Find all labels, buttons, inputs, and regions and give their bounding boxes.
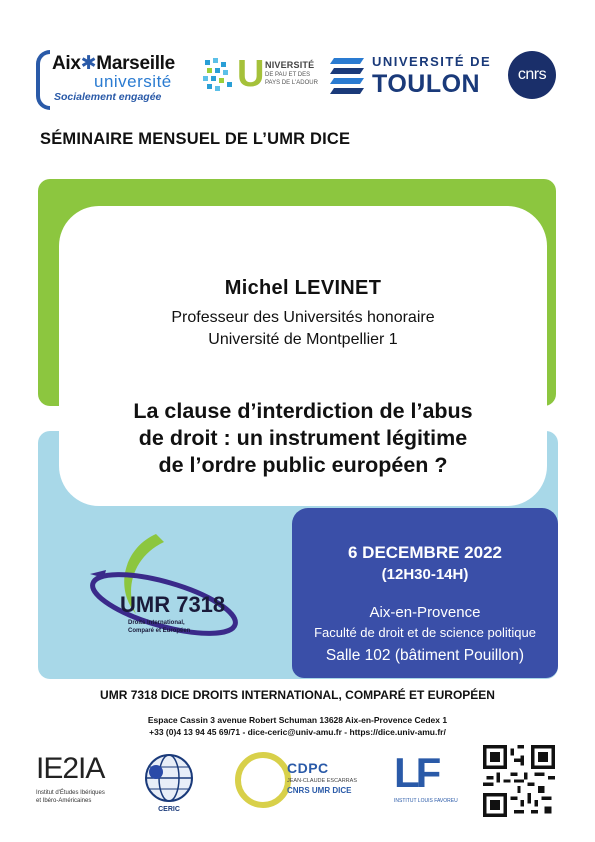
globe-icon	[140, 752, 198, 804]
cnrs-logo: cnrs	[508, 51, 556, 99]
cdpc-line2: CNRS UMR DICE	[287, 786, 352, 795]
uppa-line3: PAYS DE L'ADOUR	[265, 80, 318, 86]
amu-bracket-shape	[36, 50, 50, 110]
cdpc-title: CDPC	[287, 760, 329, 776]
ceric-logo	[140, 752, 198, 814]
talk-title-line1: La clause d’interdiction de l’abus	[133, 399, 473, 423]
speaker-role: Professeur des Universités honoraire	[171, 309, 435, 326]
footer-contact: +33 (0)4 13 94 45 69/71 - dice-ceric@univ-amu.fr - https://dice.univ-amu.fr/	[149, 727, 446, 737]
umr-logo-title: UMR 7318	[120, 592, 226, 617]
ceric-label: CERIC	[158, 806, 180, 813]
star-icon: ✱	[80, 53, 97, 74]
toulon-line1: UNIVERSITÉ DE	[372, 54, 492, 69]
speaker-university: Université de Montpellier 1	[208, 331, 398, 348]
institut-louis-favoreu-logo	[394, 749, 458, 814]
umr-logo-sub1: Droits International,	[128, 620, 185, 626]
ie2ia-title: IE2IA	[36, 752, 105, 785]
toulon-stripes-icon	[330, 54, 368, 96]
qr-code-icon	[483, 745, 555, 817]
talk-title-line3: de l’ordre public européen ?	[158, 453, 448, 477]
footer-address-block	[0, 714, 595, 738]
amu-logo-name: Aix✱Marseille	[52, 53, 175, 74]
uppa-line2: DE PAU ET DES	[265, 72, 311, 78]
amu-logo-sub: université	[94, 72, 172, 91]
lf-letters-icon: LF	[394, 749, 438, 796]
footer-title: UMR 7318 DICE DROITS INTERNATIONAL, COMPARÉ ET EUROPÉEN	[100, 688, 495, 702]
cdpc-logo	[235, 752, 365, 812]
uppa-u-letter-icon: U	[237, 53, 265, 95]
cdpc-line1: JEAN-CLAUDE ESCARRAS	[287, 778, 357, 784]
event-room: Salle 102 (bâtiment Pouillon)	[325, 647, 525, 664]
uppa-line1: NIVERSITÉ	[265, 60, 315, 70]
talk-title	[59, 398, 547, 479]
amu-logo-slogan: Socialement engagée	[54, 91, 162, 103]
ie2ia-line2: et Ibéro-Américaines	[36, 798, 92, 804]
uppa-logo	[201, 53, 318, 98]
event-city: Aix-en-Provence	[369, 604, 481, 621]
cdpc-ring-icon	[235, 752, 291, 808]
speaker-name: Michel LEVINET	[224, 277, 382, 299]
toulon-line2: TOULON	[372, 70, 481, 98]
louis-favoreu-text: INSTITUT LOUIS FAVOREU	[394, 798, 458, 804]
event-time: (12H30-14H)	[381, 566, 469, 583]
event-date: 6 DECEMBRE 2022	[347, 543, 502, 562]
seminar-heading: SÉMINAIRE MENSUEL DE L’UMR DICE	[40, 130, 351, 148]
universite-toulon-logo	[330, 52, 495, 98]
talk-title-line2: de droit : un instrument légitime	[138, 426, 468, 450]
ie2ia-logo	[36, 752, 116, 812]
footer-address: Espace Cassin 3 avenue Robert Schuman 13628 Aix-en-Provence Cedex 1	[147, 715, 448, 725]
aix-marseille-logo	[36, 50, 196, 106]
umr-logo-sub2: Comparé et Européen	[128, 628, 191, 634]
umr-7318-logo	[84, 528, 244, 662]
ie2ia-line1: Institut d'Études Ibériques	[36, 790, 105, 796]
pixel-mosaic-icon	[201, 56, 241, 96]
event-faculty: Faculté de droit et de science politique	[314, 625, 536, 640]
